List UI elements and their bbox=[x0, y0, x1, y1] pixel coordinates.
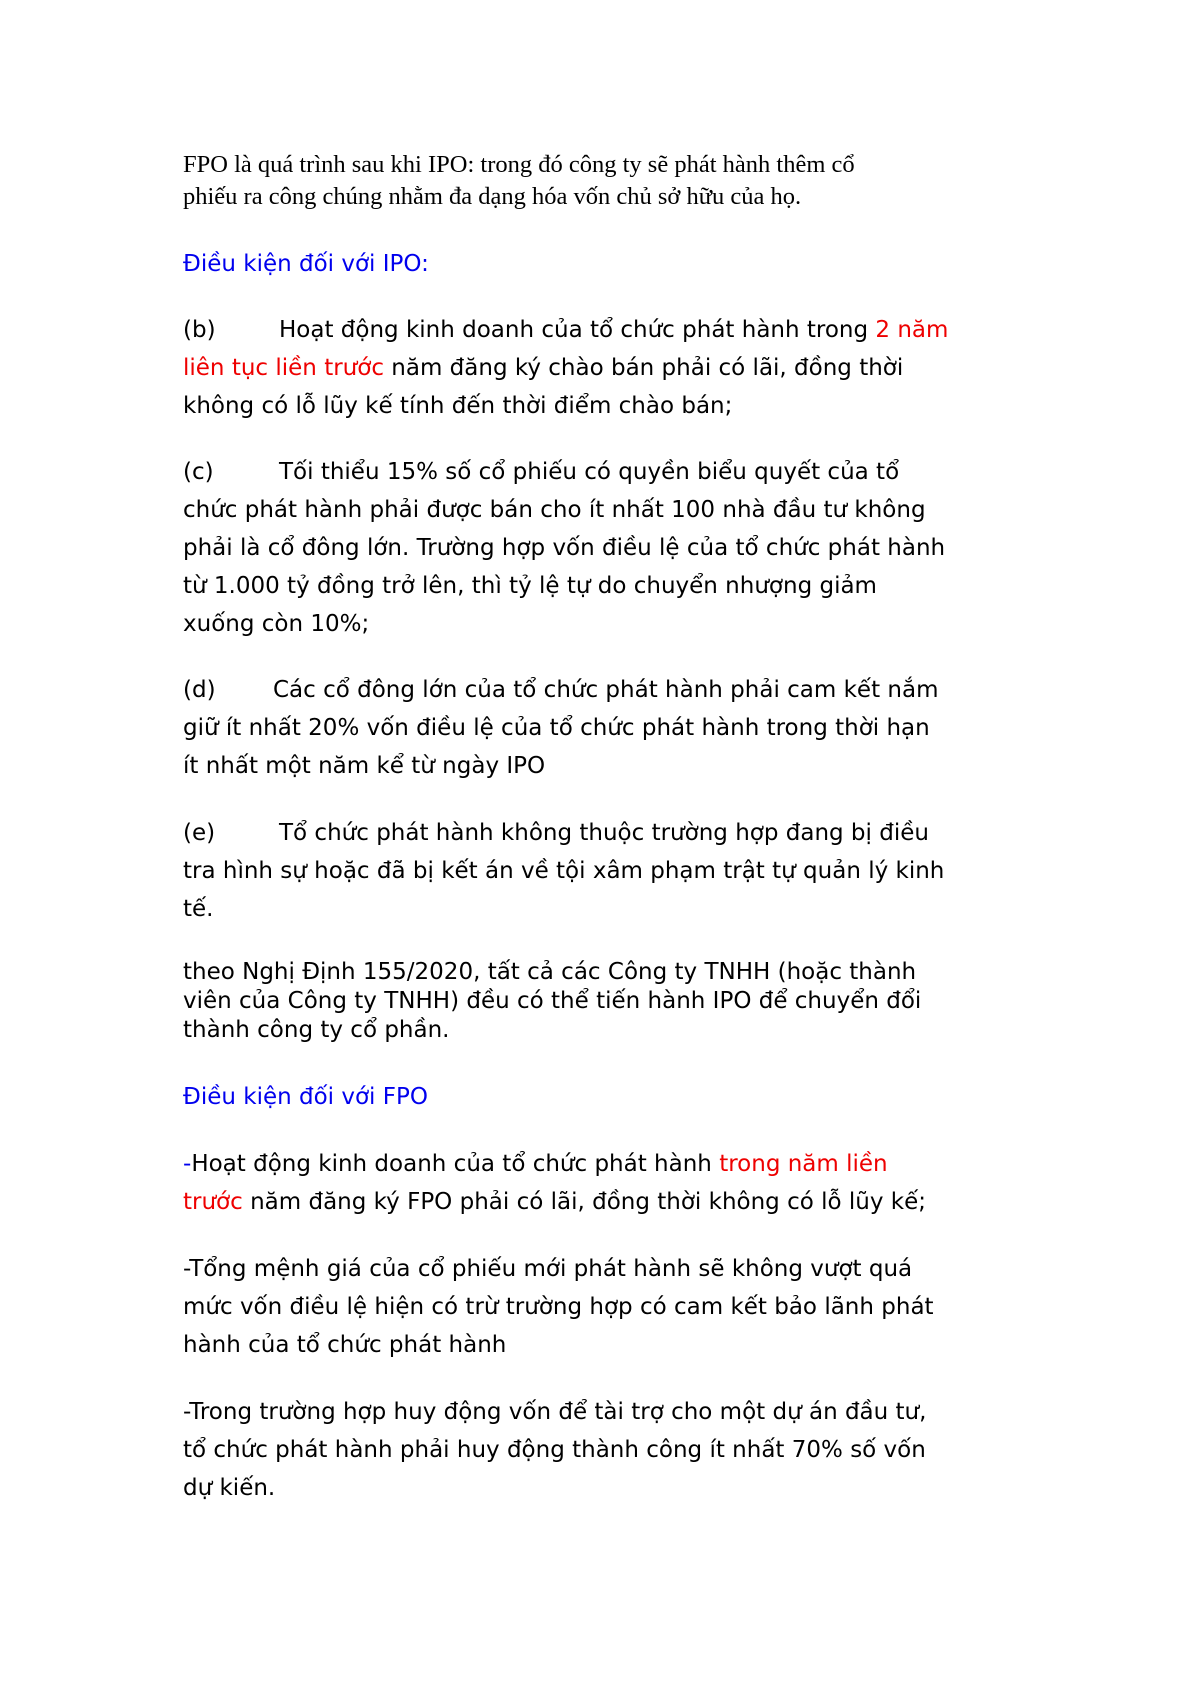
text-run: Hoạt động kinh doanh của tổ chức phát hành bbox=[191, 1151, 720, 1177]
text-run: năm đăng ký FPO phải có lãi, đồng thời không có lỗ lũy kế; bbox=[242, 1189, 926, 1215]
text-line: thành công ty cổ phần. bbox=[183, 1017, 450, 1043]
text-line: ít nhất một năm kể từ ngày IPO bbox=[183, 753, 546, 779]
intro-line: FPO là quá trình sau khi IPO: trong đó công ty sẽ phát hành thêm cổ bbox=[183, 151, 855, 178]
text-line: không có lỗ lũy kế tính đến thời điểm chào bán; bbox=[183, 393, 733, 419]
text-line: theo Nghị Định 155/2020, tất cả các Công ty TNHH (hoặc thành bbox=[183, 959, 917, 985]
ipo-condition-c bbox=[183, 453, 1043, 643]
text-run: Tổ chức phát hành không thuộc trường hợp đang bị điều bbox=[279, 820, 929, 846]
item-marker: (e) bbox=[183, 820, 216, 846]
text-line: -Trong trường hợp huy động vốn để tài trợ cho một dự án đầu tư, bbox=[183, 1399, 927, 1425]
text-line: hành của tổ chức phát hành bbox=[183, 1332, 507, 1358]
item-marker: (b) bbox=[183, 317, 216, 343]
text-line: chức phát hành phải được bán cho ít nhất 100 nhà đầu tư không bbox=[183, 497, 926, 523]
ipo-condition-e bbox=[183, 814, 1043, 928]
text-line: tổ chức phát hành phải huy động thành công ít nhất 70% số vốn bbox=[183, 1437, 926, 1463]
ipo-condition-b bbox=[183, 311, 1043, 425]
text-run: Hoạt động kinh doanh của tổ chức phát hành trong bbox=[279, 317, 876, 343]
text-run: năm đăng ký chào bán phải có lãi, đồng thời bbox=[383, 355, 904, 381]
fpo-condition-2 bbox=[183, 1250, 1043, 1364]
ipo-note bbox=[183, 958, 1043, 1045]
dash-marker: - bbox=[183, 1151, 192, 1177]
item-marker: (d) bbox=[183, 677, 216, 703]
highlighted-text: liên tục liền trước bbox=[183, 355, 384, 381]
text-line: giữ ít nhất 20% vốn điều lệ của tổ chức phát hành trong thời hạn bbox=[183, 715, 930, 741]
text-line: -Tổng mệnh giá của cổ phiếu mới phát hành sẽ không vượt quá bbox=[183, 1256, 913, 1282]
highlighted-text: 2 năm bbox=[875, 317, 949, 343]
text-line: từ 1.000 tỷ đồng trở lên, thì tỷ lệ tự do chuyển nhượng giảm bbox=[183, 573, 877, 599]
text-run: Tối thiểu 15% số cổ phiếu có quyền biểu quyết của tổ bbox=[279, 459, 900, 485]
text-run: Các cổ đông lớn của tổ chức phát hành phải cam kết nắm bbox=[273, 677, 939, 703]
text-line: tra hình sự hoặc đã bị kết án về tội xâm phạm trật tự quản lý kinh bbox=[183, 858, 945, 884]
fpo-condition-3 bbox=[183, 1393, 1043, 1507]
text-line: viên của Công ty TNHH) đều có thể tiến hành IPO để chuyển đổi bbox=[183, 988, 922, 1014]
text-line: xuống còn 10%; bbox=[183, 611, 370, 637]
item-marker: (c) bbox=[183, 459, 214, 485]
fpo-condition-1 bbox=[183, 1145, 1043, 1221]
intro-line: phiếu ra công chúng nhằm đa dạng hóa vốn chủ sở hữu của họ. bbox=[183, 183, 802, 210]
text-line: tế. bbox=[183, 896, 214, 922]
highlighted-text: trong năm liền bbox=[719, 1151, 888, 1177]
text-line: dự kiến. bbox=[183, 1475, 276, 1501]
highlighted-text: trước bbox=[183, 1189, 243, 1215]
fpo-heading: Điều kiện đối với FPO bbox=[183, 1084, 428, 1110]
ipo-heading: Điều kiện đối với IPO: bbox=[183, 251, 429, 277]
ipo-condition-d bbox=[183, 671, 1043, 785]
text-line: phải là cổ đông lớn. Trường hợp vốn điều lệ của tổ chức phát hành bbox=[183, 535, 946, 561]
intro-paragraph bbox=[183, 149, 1043, 213]
text-line: mức vốn điều lệ hiện có trừ trường hợp có cam kết bảo lãnh phát bbox=[183, 1294, 934, 1320]
